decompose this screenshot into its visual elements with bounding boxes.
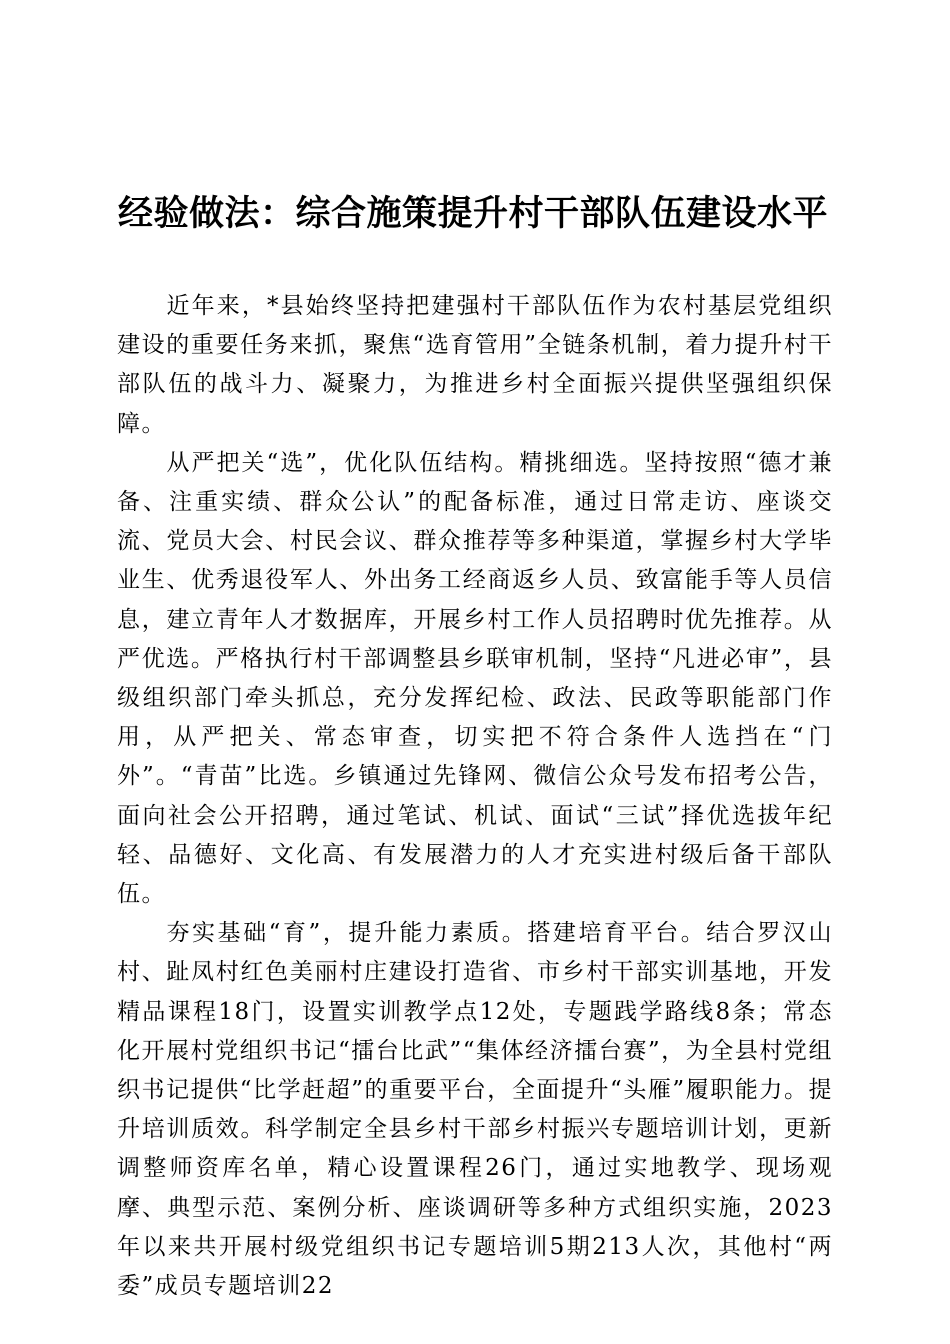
document-title: 经验做法：综合施策提升村干部队伍建设水平 [118,193,829,234]
paragraph-training: 夯实基础“育”，提升能力素质。搭建培育平台。结合罗汉山村、趾凤村红色美丽村庄建设打造省、市乡村干部实训基地，开发精品课程18门，设置实训教学点12处，专题践学路线8条；常态化开展村党组织书记“擂台比武”“集体经济擂台赛”，为全县村党组织书记提供“比学赶超”的重要平台，全面提升“头雁”履职能力。提升培训质效。科学制定全县乡村干部乡村振兴专题培训计划，更新调整师资库名单，精心设置课程26门，通过实地教学、现场观摩、典型示范、案例分析、座谈调研等多种方式组织实施，2023年以来共开展村级党组织书记专题培训5期213人次，其他村“两委”成员专题培训22 [117,920,833,1300]
paragraph-selection: 从严把关“选”，优化队伍结构。精挑细选。坚持按照“德才兼备、注重实绩、群众公认”的配备标准，通过日常走访、座谈交流、党员大会、村民会议、群众推荐等多种渠道，掌握乡村大学毕业生、优秀退役军人、外出务工经商返乡人员、致富能手等人员信息，建立青年人才数据库，开展乡村工作人员招聘时优先推荐。从严优选。严格执行村干部调整县乡联审机制，坚持“凡进必审”，县级组织部门牵头抓总，充分发挥纪检、政法、民政等职能部门作用，从严把关、常态审查，切实把不符合条件人选挡在“门外”。“青苗”比选。乡镇通过先锋网、微信公众号发布招考公告，面向社会公开招聘，通过笔试、机试、面试“三试”择优选拔年纪轻、品德好、文化高、有发展潜力的人才充实进村级后备干部队伍。 [117,449,833,908]
document-body [117,287,833,1306]
paragraph-intro: 近年来，*县始终坚持把建强村干部队伍作为农村基层党组织建设的重要任务来抓，聚焦“选育管用”全链条机制，着力提升村干部队伍的战斗力、凝聚力，为推进乡村全面振兴提供坚强组织保障。 [117,293,833,437]
